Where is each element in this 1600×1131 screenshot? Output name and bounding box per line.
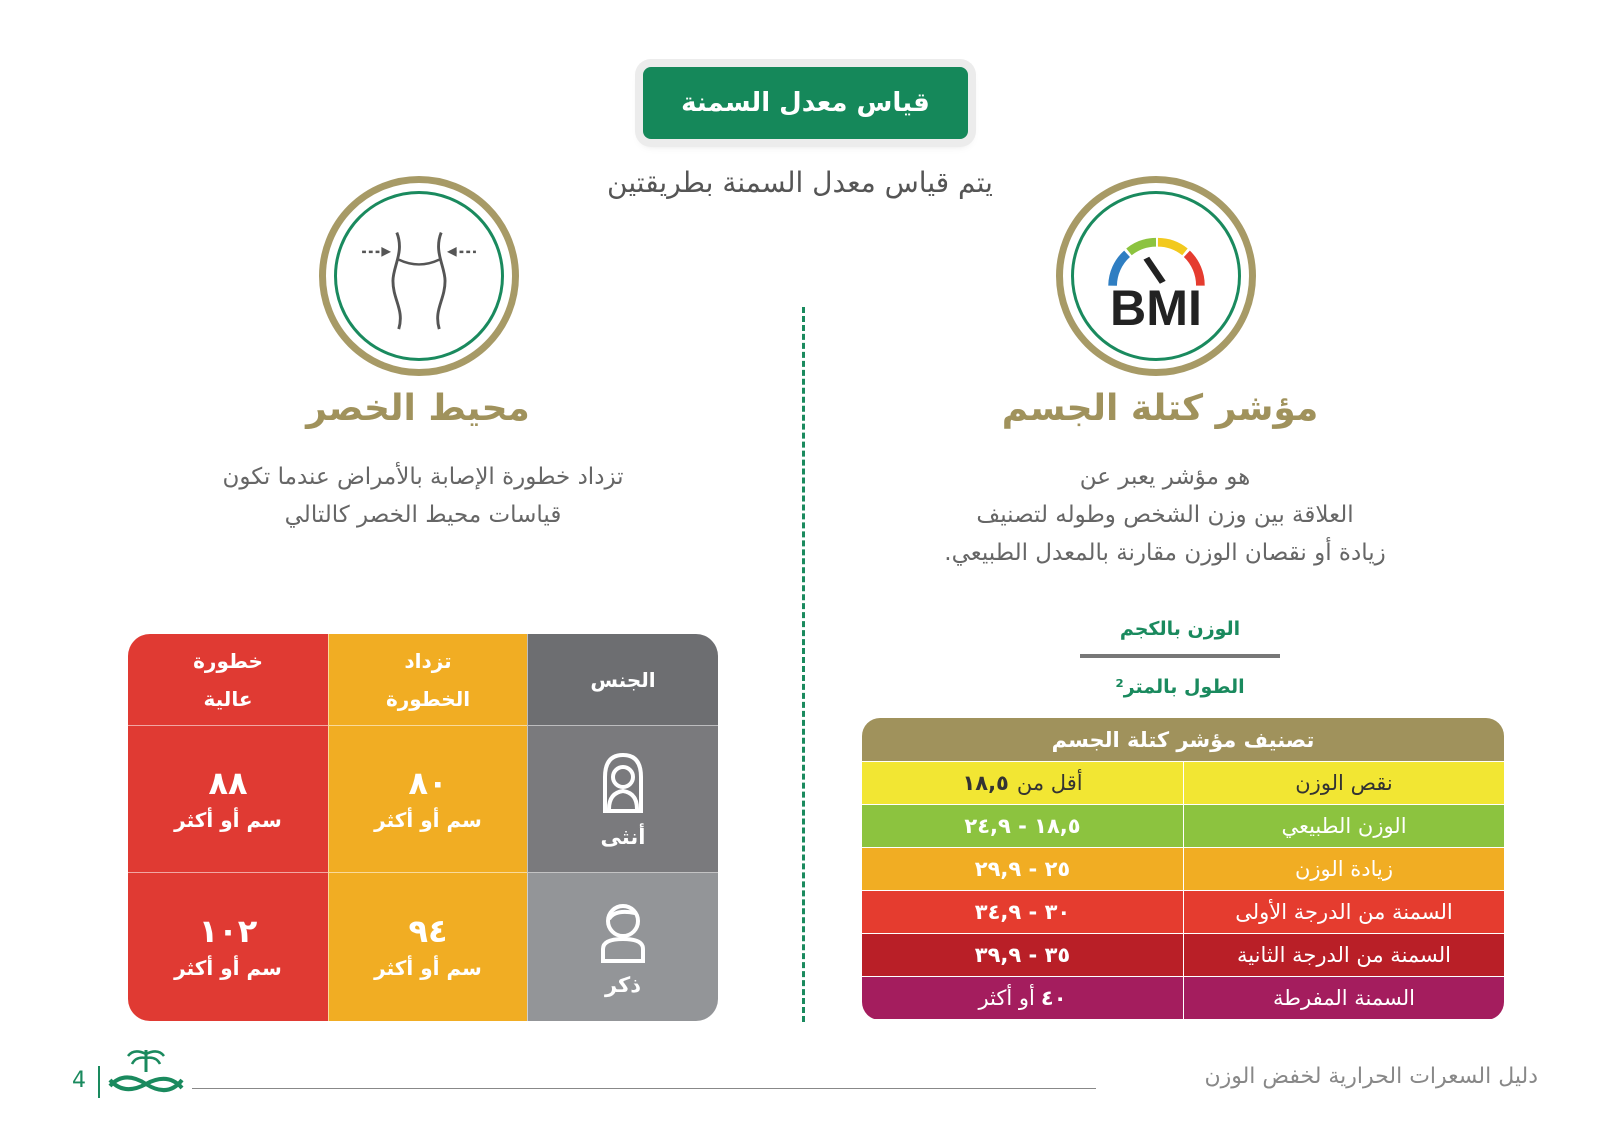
gender-label: أنثى	[600, 825, 646, 849]
bmi-value: ١٨,٥ - ٢٤,٩	[964, 814, 1081, 838]
waist-unit: سم أو أكثر	[374, 808, 482, 832]
bmi-value	[862, 977, 1183, 1019]
male-icon	[595, 897, 651, 967]
table-row	[862, 847, 1504, 890]
waist-value: ٩٤	[408, 912, 448, 950]
table-row	[862, 761, 1504, 804]
footer-title: دليل السعرات الحرارية لخفض الوزن	[1204, 1064, 1538, 1089]
bmi-category: الوزن الطبيعي	[1183, 805, 1504, 847]
page-subtitle: يتم قياس معدل السمنة بطريقتين	[607, 166, 993, 199]
waist-unit: سم أو أكثر	[374, 956, 482, 980]
gender-column	[527, 634, 718, 1021]
bmi-table-title: تصنيف مؤشر كتلة الجسم	[862, 718, 1504, 761]
column-divider	[802, 307, 805, 1022]
header-line: الخطورة	[385, 686, 471, 711]
bmi-description-line: العلاقة بين وزن الشخص وطوله لتصنيف	[976, 502, 1354, 528]
bmi-category: نقص الوزن	[1183, 762, 1504, 804]
bmi-value: ٣٠ - ٣٤,٩	[974, 900, 1071, 924]
page-number-separator	[98, 1066, 100, 1098]
high-risk-column	[128, 634, 328, 1021]
high-risk-male	[128, 873, 328, 1021]
bmi-value-number: ٤٠	[1040, 986, 1067, 1010]
header-line: عالية	[203, 686, 253, 711]
formula-denominator: الطول بالمتر²	[1115, 676, 1245, 698]
waist-value: ٨٨	[208, 764, 248, 802]
page-title-badge	[643, 67, 968, 139]
bmi-classification-table	[862, 718, 1504, 1020]
page-title: قياس معدل السمنة	[681, 88, 930, 118]
bmi-gauge-icon	[1056, 176, 1256, 376]
header-line: خطورة	[193, 648, 263, 673]
formula-numerator: الوزن بالكجم	[1119, 618, 1241, 640]
increased-risk-male	[328, 873, 527, 1021]
page-number: 4	[72, 1068, 86, 1093]
waist-value: ٨٠	[408, 764, 448, 802]
bmi-value-number: ١٨,٥	[962, 771, 1009, 795]
table-row	[862, 933, 1504, 976]
bmi-description-line: زيادة أو نقصان الوزن مقارنة بالمعدل الطبيعي.	[944, 540, 1386, 566]
waist-heading: محيط الخصر	[306, 388, 530, 429]
waist-description-line: تزداد خطورة الإصابة بالأمراض عندما تكون	[222, 464, 624, 490]
table-row	[862, 976, 1504, 1019]
bmi-value: ٣٥ - ٣٩,٩	[974, 943, 1071, 967]
ministry-logo-icon	[104, 1046, 188, 1098]
formula-fraction-bar	[1080, 654, 1280, 658]
gender-label: ذكر	[604, 973, 642, 997]
increased-risk-header	[328, 634, 527, 726]
table-row	[862, 890, 1504, 933]
gender-cell-female	[527, 726, 718, 873]
footer-rule	[192, 1088, 1096, 1089]
bmi-category: زيادة الوزن	[1183, 848, 1504, 890]
waist-unit: سم أو أكثر	[174, 956, 282, 980]
table-row	[862, 804, 1504, 847]
bmi-value-suffix: أو أكثر	[978, 986, 1035, 1010]
bmi-value	[862, 762, 1183, 804]
waist-description-line: قياسات محيط الخصر كالتالي	[284, 502, 562, 528]
high-risk-female	[128, 726, 328, 873]
waist-measure-icon	[319, 176, 519, 376]
waist-value: ١٠٢	[198, 912, 258, 950]
gender-cell-male	[527, 873, 718, 1021]
bmi-description-line: هو مؤشر يعبر عن	[1079, 464, 1251, 490]
waist-description	[128, 458, 718, 534]
bmi-formula	[1080, 614, 1280, 702]
gender-header: الجنس	[527, 634, 718, 726]
bmi-value: ٢٥ - ٢٩,٩	[974, 857, 1071, 881]
bmi-description	[860, 458, 1470, 572]
bmi-category: السمنة من الدرجة الأولى	[1183, 891, 1504, 933]
increased-risk-female	[328, 726, 527, 873]
increased-risk-column	[328, 634, 527, 1021]
waist-unit: سم أو أكثر	[174, 808, 282, 832]
header-line: تزداد	[404, 648, 452, 673]
bmi-icon-text: BMI	[1110, 280, 1202, 337]
bmi-heading: مؤشر كتلة الجسم	[1001, 388, 1319, 429]
waist-risk-table	[128, 634, 718, 1021]
high-risk-header	[128, 634, 328, 726]
bmi-category: السمنة المفرطة	[1183, 977, 1504, 1019]
bmi-value-prefix: أقل من	[1016, 771, 1083, 795]
female-icon	[595, 749, 651, 819]
bmi-category: السمنة من الدرجة الثانية	[1183, 934, 1504, 976]
